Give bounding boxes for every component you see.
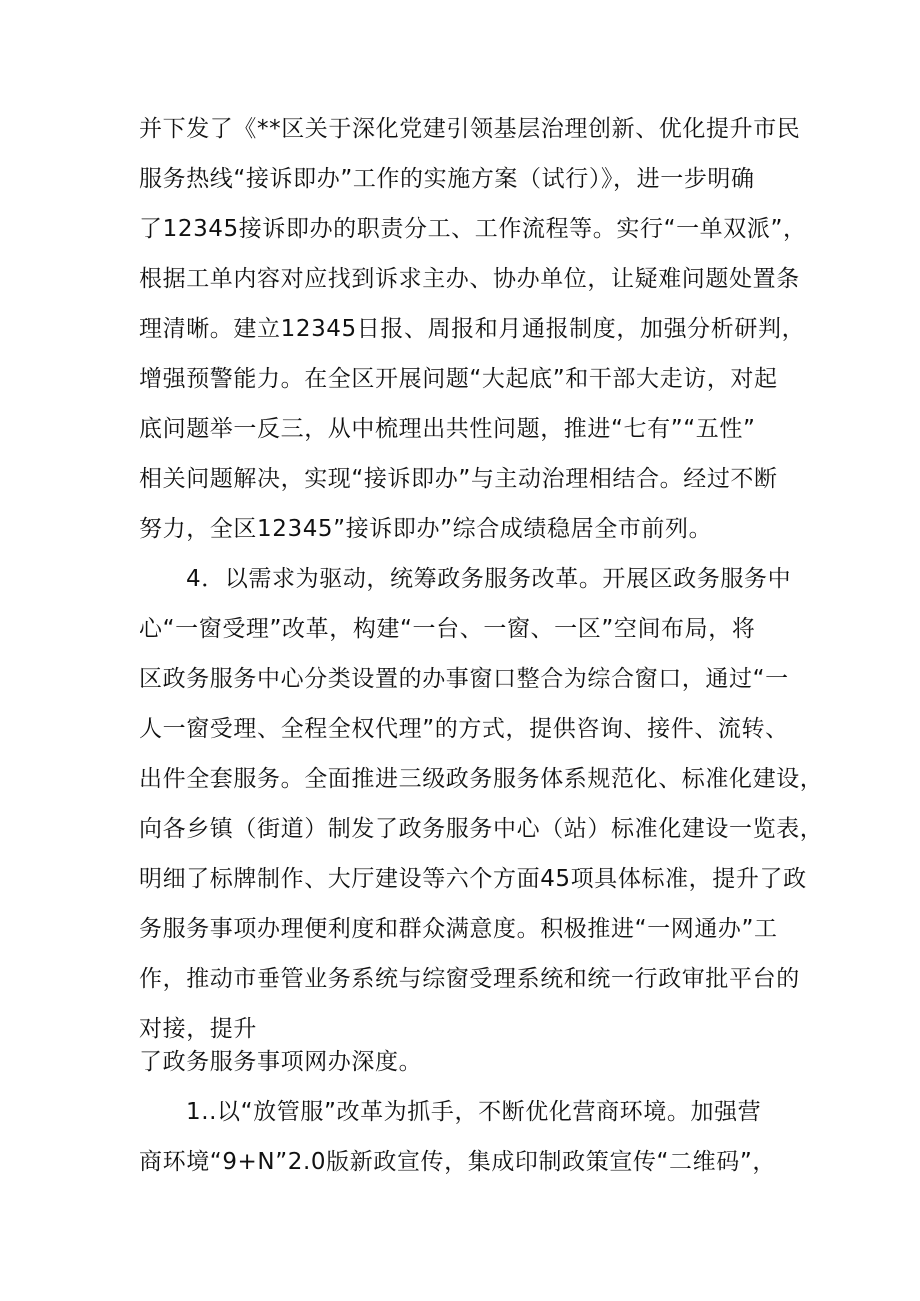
text-line: 作，推动市垂管业务系统与综窗受理系统和统一行政审批平台的 [139,966,800,992]
text-line: 并下发了《**区关于深化党建引领基层治理创新、优化提升市民 [139,116,801,142]
text-line: 努力，全区12345”接诉即办”综合成绩稳居全市前列。 [139,516,713,542]
text-line: 出件全套服务。全面推进三级政务服务体系规范化、标准化建设， [139,766,824,792]
text-line: 了政务服务事项网办深度。 [139,1049,423,1075]
text-line: 务服务事项办理便利度和群众满意度。积极推进“一网通办”工 [139,916,778,942]
text-line: 心“一窗受理”改革，构建“一台、一窗、一区”空间布局，将 [139,616,756,642]
text-line: 人一窗受理、全程全权代理”的方式，提供咨询、接件、流转、 [139,716,789,742]
text-line: 对接，提升 [139,1016,257,1042]
text-line: 相关问题解决，实现“接诉即办”与主动治理相结合。经过不断 [139,466,778,492]
text-line: 4．以需求为驱动，统筹政务服务改革。开展区政务服务中 [186,566,792,592]
text-line: 根据工单内容对应找到诉求主办、协办单位，让疑难问题处置条 [139,266,800,292]
text-line: 了12345接诉即办的职责分工、工作流程等。实行“一单双派”， [139,216,807,242]
text-line: 明细了标牌制作、大厅建设等六个方面45项具体标准，提升了政 [139,866,807,892]
text-line: 向各乡镇（街道）制发了政务服务中心（站）标准化建设一览表， [139,816,824,842]
text-line: 理清晰。建立12345日报、周报和月通报制度，加强分析研判， [139,316,806,342]
text-line: 1..以“放管服”改革为抓手，不断优化营商环境。加强营 [186,1099,762,1125]
text-line: 商环境“9+N”2.0版新政宣传，集成印制政策宣传“二维码”， [139,1149,776,1175]
text-line: 增强预警能力。在全区开展问题“大起底”和干部大走访，对起 [139,366,778,392]
text-line: 服务热线“接诉即办”工作的实施方案（试行）》，进一步明确 [139,166,755,192]
text-line: 区政务服务中心分类设置的办事窗口整合为综合窗口，通过“一 [139,666,789,692]
text-line: 底问题举一反三，从中梳理出共性问题，推进“七有”“五性” [139,416,756,442]
